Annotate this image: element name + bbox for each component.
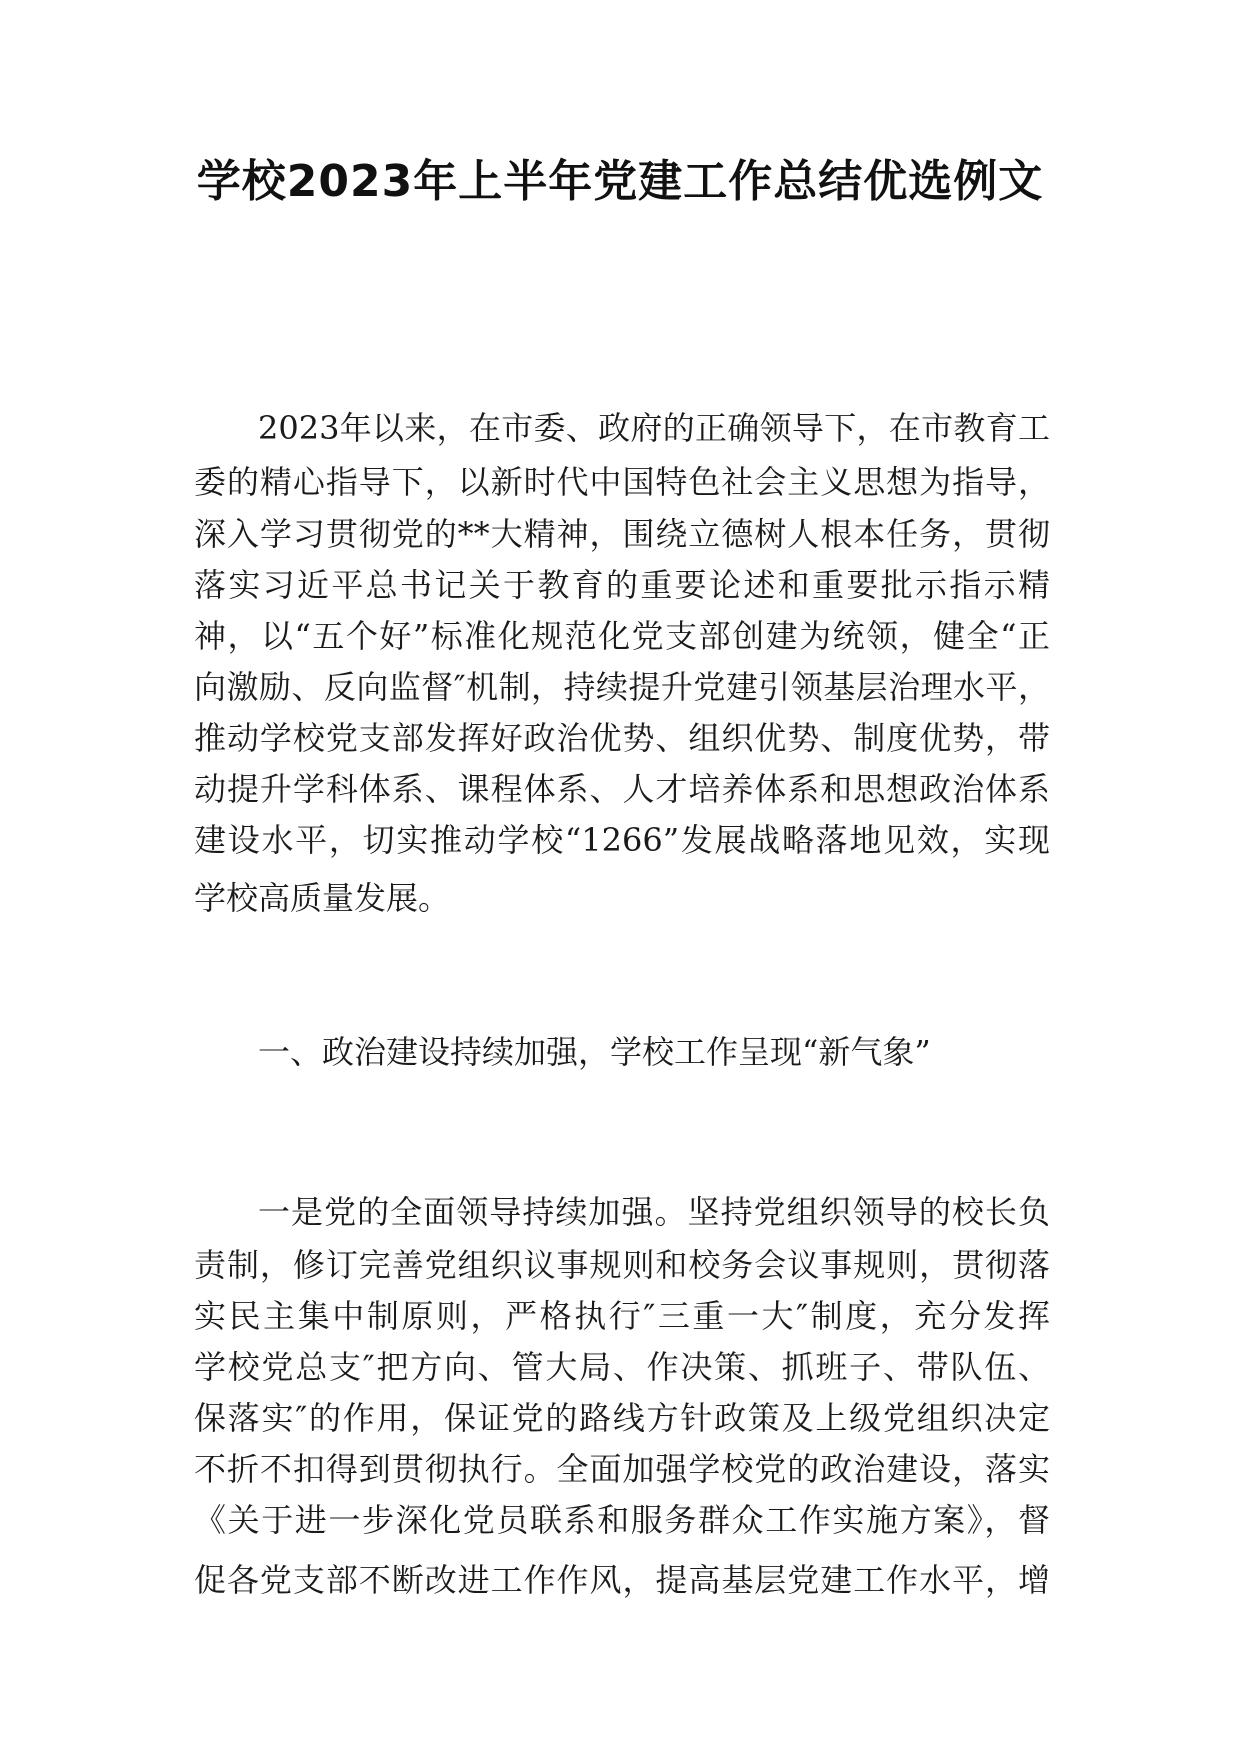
document-title: 学校2023年上半年党建工作总结优选例文 bbox=[196, 156, 1044, 207]
intro-line: 学校高质量发展。 bbox=[194, 879, 451, 917]
intro-line: 落实习近平总书记关于教育的重要论述和重要批示指示精 bbox=[194, 566, 1050, 604]
intro-line: 神，以“五个好”标准化规范化党支部创建为统领，健全“正 bbox=[194, 617, 1050, 655]
intro-line: 向激励、反向监督″机制，持续提升党建引领基层治理水平， bbox=[194, 668, 1050, 706]
body-line: 不折不扣得到贯彻执行。全面加强学校党的政治建设，落实 bbox=[194, 1450, 1050, 1488]
body-line: 一是党的全面领导持续加强。坚持党组织领导的校长负 bbox=[258, 1193, 1050, 1231]
intro-line: 委的精心指导下，以新时代中国特色社会主义思想为指导， bbox=[194, 463, 1050, 501]
intro-line: 动提升学科体系、课程体系、人才培养体系和思想政治体系 bbox=[194, 770, 1050, 808]
intro-line: 深入学习贯彻党的**大精神，围绕立德树人根本任务，贯彻 bbox=[194, 515, 1050, 553]
intro-line: 推动学校党支部发挥好政治优势、组织优势、制度优势，带 bbox=[194, 719, 1050, 757]
body-line: 《关于进一步深化党员联系和服务群众工作实施方案》，督 bbox=[194, 1501, 1050, 1539]
body-line: 责制，修订完善党组织议事规则和校务会议事规则，贯彻落 bbox=[194, 1246, 1050, 1284]
body-line: 实民主集中制原则，严格执行″三重一大″制度，充分发挥 bbox=[194, 1297, 1050, 1335]
section-heading: 一、政治建设持续加强，学校工作呈现“新气象” bbox=[258, 1033, 931, 1071]
intro-line: 2023年以来，在市委、政府的正确领导下，在市教育工 bbox=[258, 409, 1050, 447]
body-line: 保落实″的作用，保证党的路线方针政策及上级党组织决定 bbox=[194, 1399, 1050, 1437]
intro-line: 建设水平，切实推动学校“1266”发展战略落地见效，实现 bbox=[194, 821, 1050, 859]
body-line: 促各党支部不断改进工作作风，提高基层党建工作水平，增 bbox=[194, 1561, 1050, 1599]
body-line: 学校党总支″把方向、管大局、作决策、抓班子、带队伍、 bbox=[194, 1348, 1050, 1386]
